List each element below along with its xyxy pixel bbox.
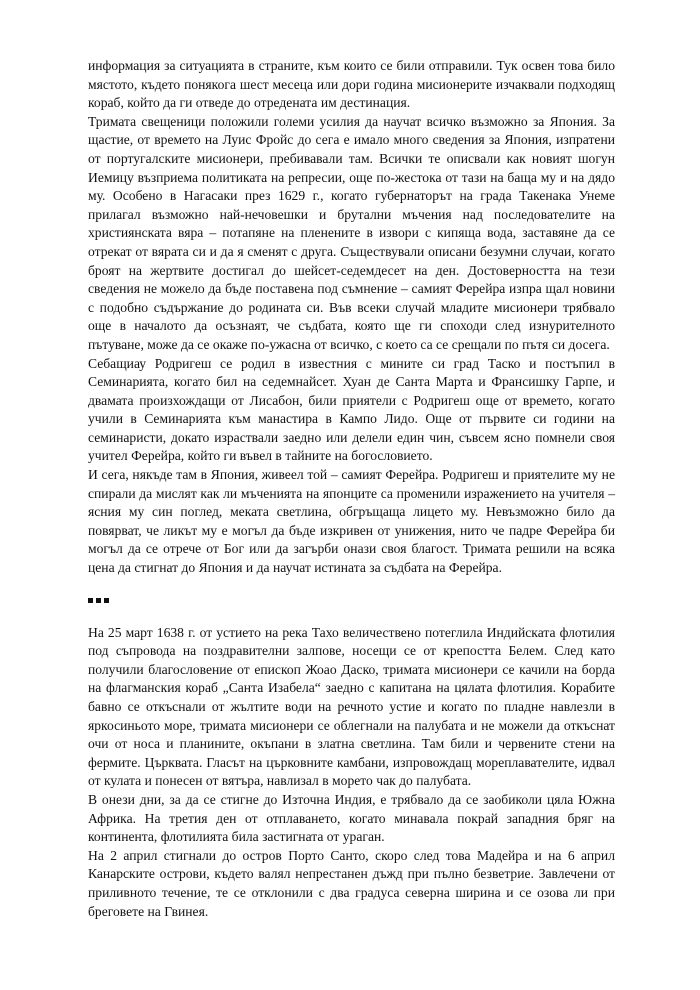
document-body bbox=[88, 57, 615, 921]
paragraph: На 2 април стигнали до остров Порто Санто, скоро след това Мадейра и на 6 април Канарските острови, където валял непрестанен дъжд при пълно безветрие. Завлечени от приливното течение, те се отклонили с два градуса северна ширина и се озова ли при бреговете на Гвинея. bbox=[88, 847, 615, 919]
paragraph: Себащиау Родригеш се родил в известния с мините си град Таско и постъпил в Семинарията, когато бил на седемнайсет. Хуан де Санта Марта и Франсишку Гарпе, и двамата произхождащи от Лисабон, били приятели с Родригеш още от времето, когато учили в Семинарията към манастира в Кампо Лидо. Още от първите си години на семинаристи, докато израствали заедно или делели един чин, съвсем ясно помнели своя учител Ферейра, който ги въвел в тайните на богословието. bbox=[88, 355, 615, 464]
paragraph: И сега, някъде там в Япония, живеел той – самият Ферейра. Родригеш и приятелите му не спирали да мислят как ли мъченията на японците са променили изражението на учителя – ясния му син поглед, меката светлина, обгръщаща лицето му. Невъзможно било да повярват, че ликът му е могъл да бъде изкривен от унижения, нито че падре Ферейра би могъл да се отрече от Бог или да загърби онази своя благост. Тримата решили на всяка цена да стигнат до Япония и да научат истината за съдбата на Ферейра. bbox=[88, 467, 615, 576]
separator-square-icon bbox=[88, 598, 93, 603]
paragraph: информация за ситуацията в страните, към които се били отправили. Тук освен това било мястото, където понякога шест месеца или дори година мисионерите изчаквали подходящ кораб, който да ги отведе до отредената им дестинация. bbox=[88, 58, 615, 111]
paragraph: В онези дни, за да се стигне до Източна Индия, е трябвало да се заобиколи цяла Южна Африка. На третия ден от отплаването, когато минавала покрай западния бряг на континента, флотилията била застигната от ураган. bbox=[88, 791, 615, 845]
separator-square-icon bbox=[104, 598, 109, 603]
separator-square-icon bbox=[96, 598, 101, 603]
section-separator bbox=[88, 596, 615, 606]
paragraph: Тримата свещеници положили големи усилия да научат всичко възможно за Япония. За щастие, от времето на Луис Фройс до сега е имало много сведения за Япония, изпратени от португалските мисионери, пребивавали там. Всички те описвали как новият шогун Иемицу възприема политиката на репресии, още по-жестока от тази на баща му и на дядо му. Особено в Нагасаки през 1629 г., когато губернаторът на града Такенака Унеме прилагал възможно най-нечовешки и брутални мъчения над последователите на християнската вяра – потапяне на пленените в извори с кипяща вода, заставяне да се отрекат от вярата си и да я сменят с друга. Съществували описани безумни случаи, когато броят на жертвите достигал до шейсет-седемдесет на ден. Достоверността на тези сведения не можело да бъде поставена под съмнение – самият Ферейра изпра щал новини с подобно съдържание до родината си. Във всеки случай младите мисионери трябвало още в началото да осъзнаят, че съдбата, която ще ги споходи след изнурителното пътуване, може да се окаже по-ужасна от всичко, с което са се срещали по пътя си досега. bbox=[88, 113, 615, 352]
paragraph: На 25 март 1638 г. от устието на река Тахо величествено потеглила Индийската флотилия под съпровода на поздравителни залпове, носещи се от крепостта Белем. След като получили благословение от епископ Жоао Даско, тримата мисионери се качили на борда на флагманския кораб „Санта Изабела“ заедно с капитана на цялата флотилия. Корабите бавно се откъснали от жълтите води на речното устие и когато по пладне навлезли в яркосиньото море, тримата мисионери се облегнали на палубата и не можели да откъснат очи от носа и планините, окъпани в златна светлина. Там били и червените стени на фермите. Църквата. Гласът на църковните камбани, изпровождащ мореплавателите, идвал от кулата и понесен от вятъра, навлизал в морето чак до палубата. bbox=[88, 624, 615, 789]
